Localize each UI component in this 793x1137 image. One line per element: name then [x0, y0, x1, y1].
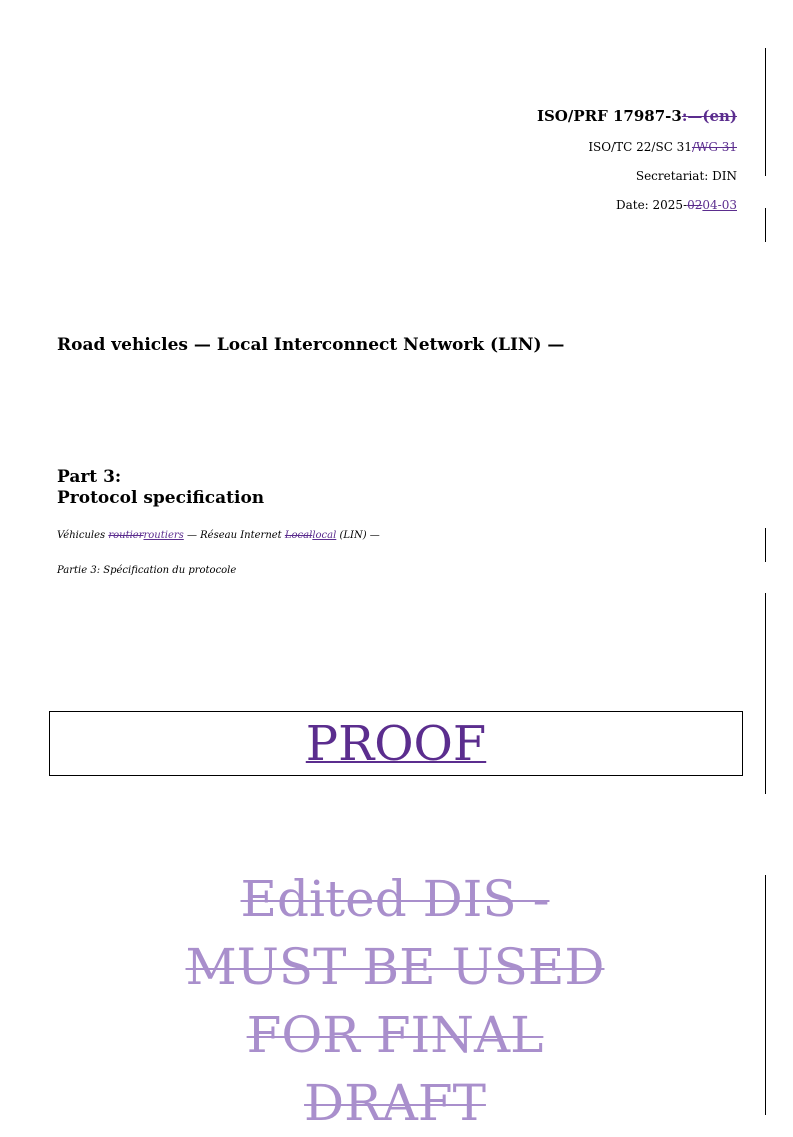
part-title: Protocol specification — [57, 488, 265, 508]
date-deleted: 02 — [687, 198, 703, 212]
change-bar-date — [765, 208, 766, 242]
edited-note-line-4-text: DRAFT — [304, 1074, 486, 1132]
french-title-suffix: (LIN) — — [336, 530, 380, 541]
part-title-block — [57, 467, 264, 509]
edited-dis-note — [180, 865, 610, 1137]
change-bar-edited-note — [765, 875, 766, 1115]
proof-box — [49, 711, 743, 776]
committee-base: ISO/TC 22/SC 31 — [588, 140, 692, 154]
edited-note-line-1-text: Edited DIS - — [240, 870, 550, 928]
committee-line — [537, 139, 737, 155]
french-title-inserted2: local — [312, 530, 337, 541]
edited-note-line-1 — [180, 865, 610, 933]
edited-note-line-2 — [180, 933, 610, 1001]
reference-deleted: :—(en) — [681, 107, 737, 125]
french-title-deleted2: Local — [284, 530, 313, 541]
french-title-word1: Véhicules — [57, 530, 109, 541]
french-title-inserted1: routiers — [143, 530, 184, 541]
date-inserted: 04-03 — [702, 198, 737, 212]
french-title-middle: — Réseau Internet — [183, 530, 285, 541]
secretariat-line: Secretariat: DIN — [635, 169, 737, 183]
french-part-title: Partie 3: Spécification du protocole — [57, 565, 237, 576]
change-bar-header — [765, 48, 766, 176]
french-title-deleted1: routier — [108, 530, 144, 541]
edited-note-line-2-text: MUST BE USED — [185, 938, 605, 996]
date-prefix: Date: 2025- — [615, 198, 688, 212]
edited-note-line-3-text: FOR FINAL — [246, 1006, 544, 1064]
reference-base: ISO/PRF 17987-3 — [536, 107, 682, 125]
date-line — [537, 197, 737, 213]
committee-deleted: /WG 31 — [691, 140, 737, 154]
edited-note-line-3 — [180, 1001, 610, 1069]
change-bar-french-title — [765, 528, 766, 562]
edited-note-line-4 — [180, 1069, 610, 1137]
main-title: Road vehicles — Local Interconnect Network (LIN) — — [57, 335, 565, 355]
document-header — [537, 106, 737, 226]
change-bar-proof — [765, 593, 766, 794]
part-number: Part 3: — [57, 467, 122, 487]
proof-label: PROOF — [305, 716, 487, 772]
french-title — [57, 529, 380, 543]
document-reference — [537, 106, 737, 126]
